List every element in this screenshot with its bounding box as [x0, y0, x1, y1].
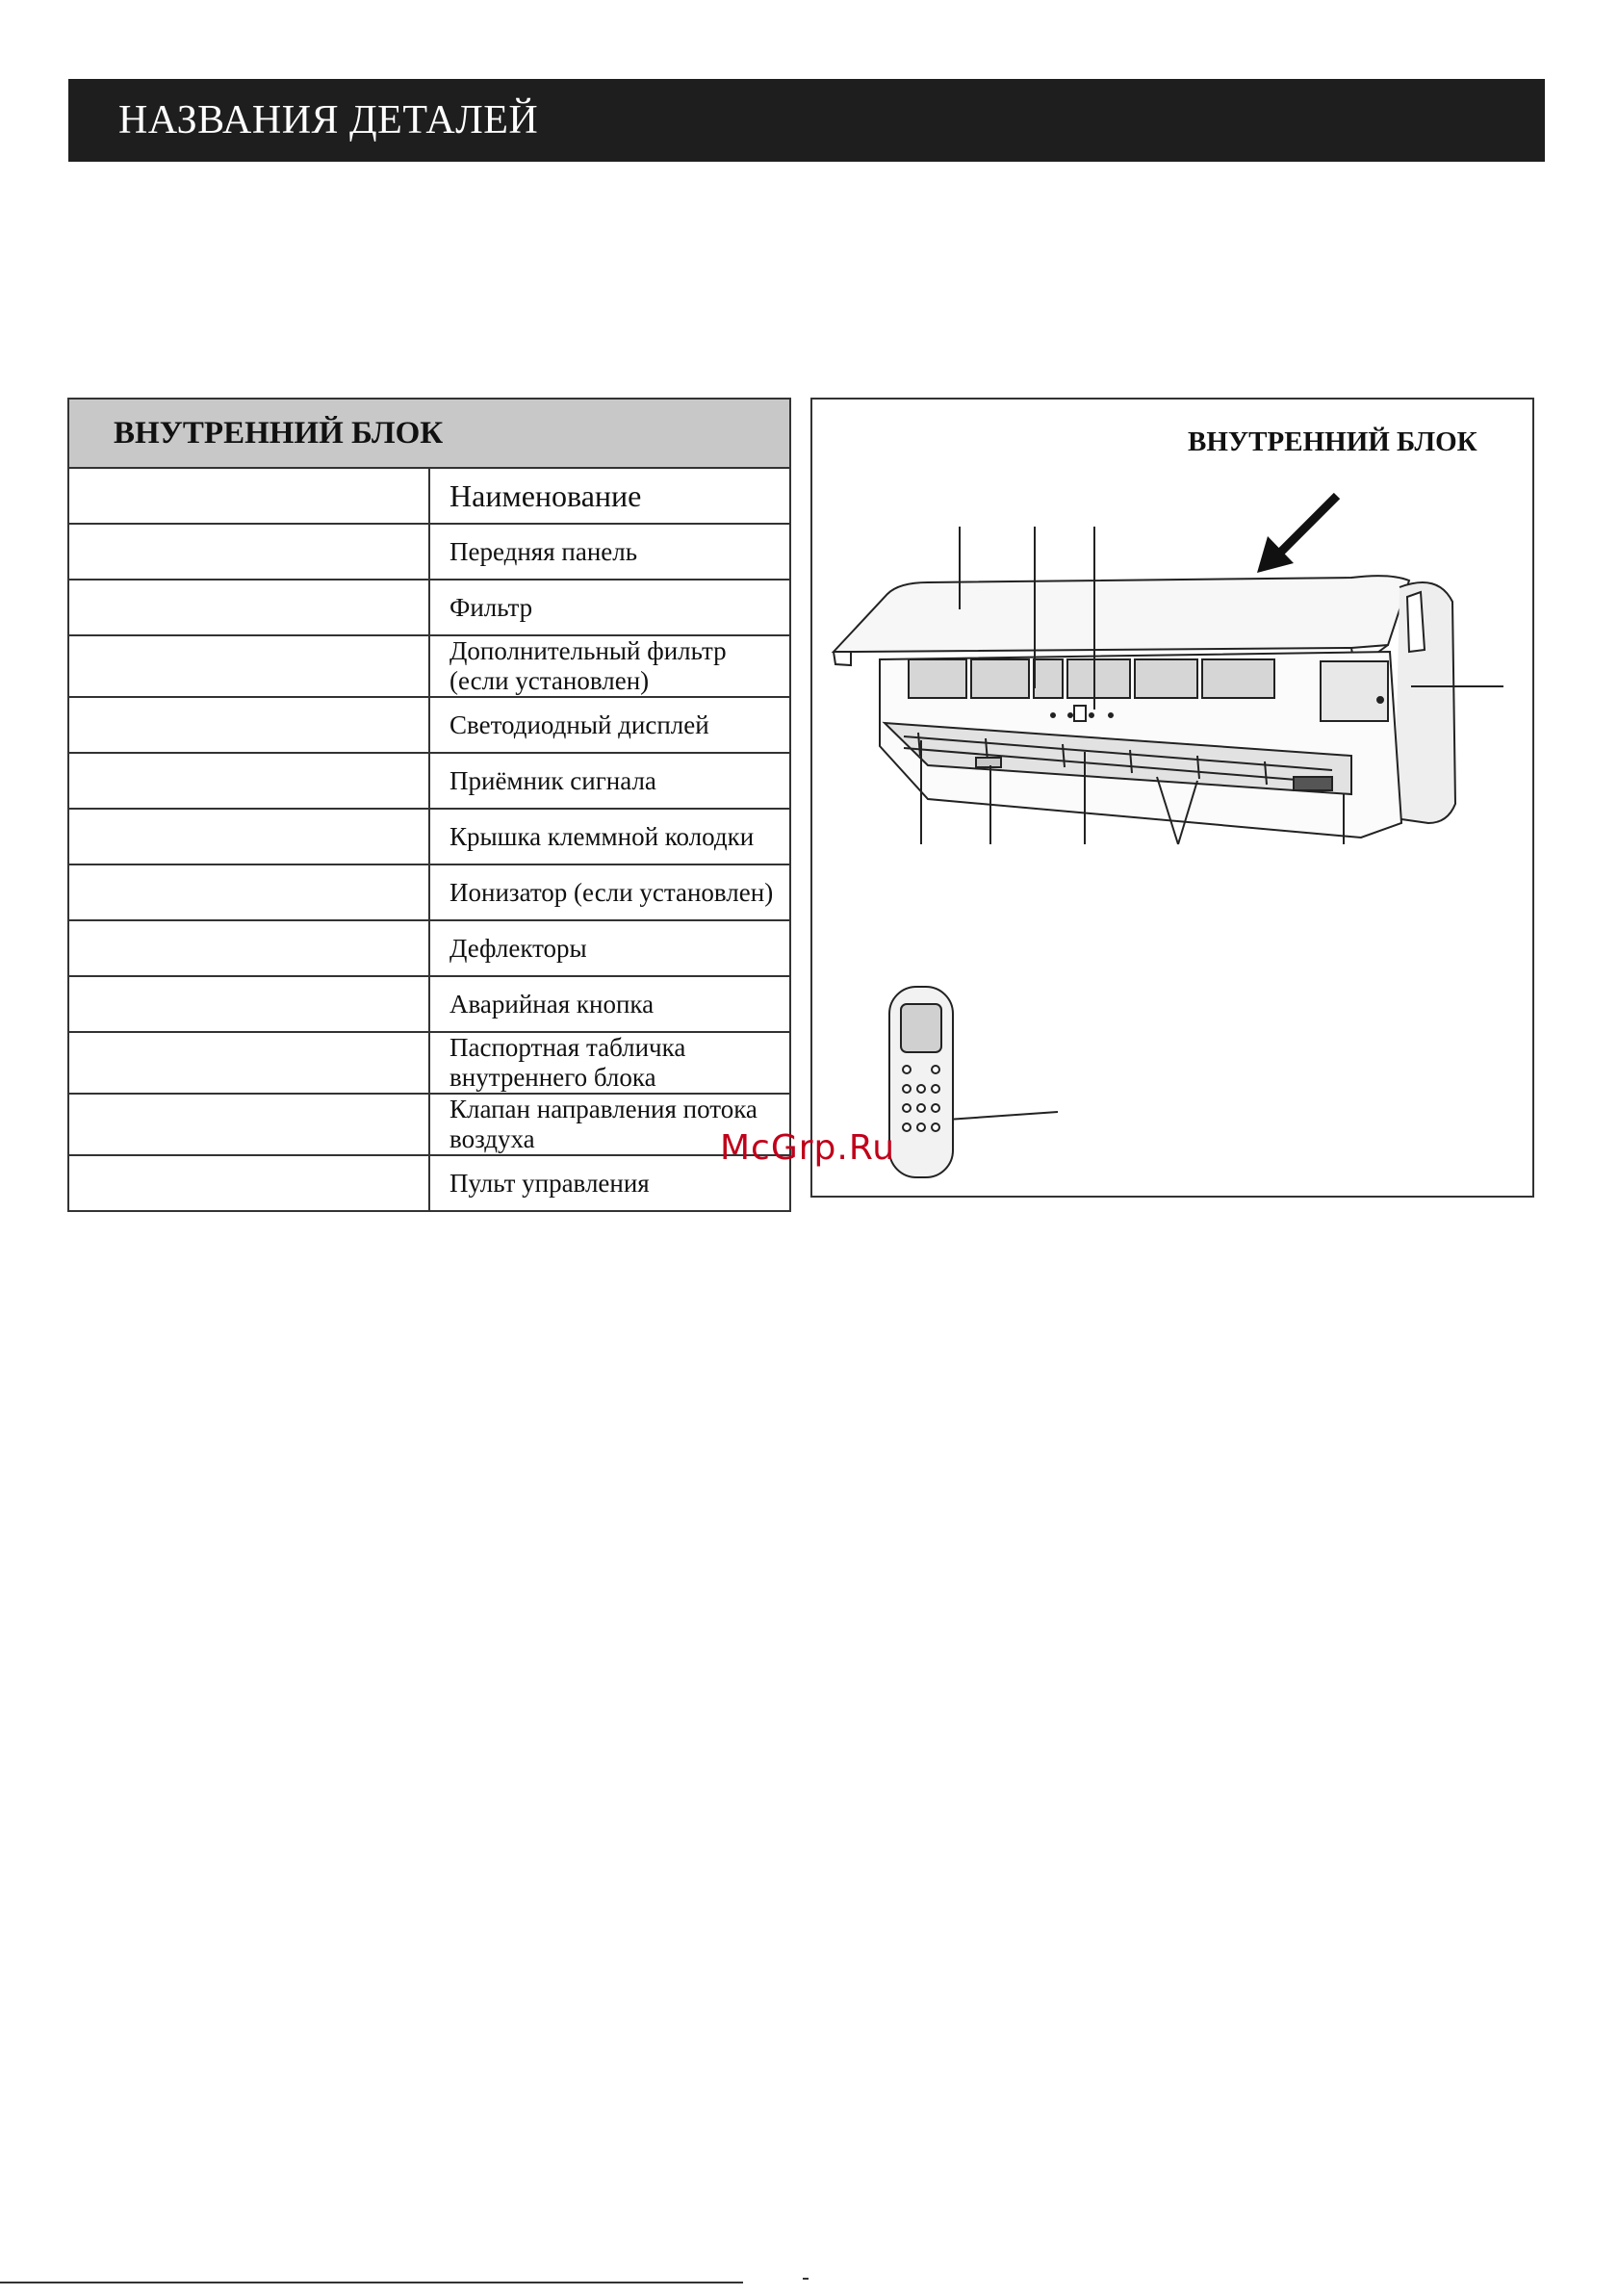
table-header-row [68, 468, 790, 524]
number-cell [68, 524, 429, 580]
number-cell [68, 1094, 429, 1155]
part-name: Приёмник сигнала [429, 753, 790, 809]
table-row [68, 1032, 790, 1094]
page-header [68, 79, 1545, 162]
number-cell [68, 976, 429, 1032]
table-row [68, 753, 790, 809]
part-name: Аварийная кнопка [429, 976, 790, 1032]
part-name: Светодиодный дисплей [429, 697, 790, 753]
number-cell [68, 697, 429, 753]
remote-control-illustration [889, 987, 953, 1177]
indoor-unit-illustration [834, 576, 1455, 838]
diagram-frame [810, 398, 1534, 1198]
table-row [68, 635, 790, 697]
table-row [68, 1155, 790, 1211]
number-cell [68, 864, 429, 920]
part-name: Клапан направления потока воздуха [429, 1094, 790, 1155]
part-name: Крышка клеммной колодки [429, 809, 790, 864]
part-name: Дефлекторы [429, 920, 790, 976]
parts-table [67, 398, 791, 1212]
part-name: Фильтр [429, 580, 790, 635]
footer-mark [803, 2278, 809, 2280]
table-row [68, 864, 790, 920]
table-title: ВНУТРЕННИЙ БЛОК [68, 399, 790, 468]
part-name: Дополнительный фильтр (если установлен) [429, 635, 790, 697]
number-cell [68, 753, 429, 809]
table-row [68, 976, 790, 1032]
watermark: McGrp.Ru [720, 1128, 896, 1168]
number-cell [68, 1155, 429, 1211]
number-cell [68, 580, 429, 635]
table-row [68, 524, 790, 580]
indoor-unit-diagram [812, 400, 1532, 1196]
part-name: Передняя панель [429, 524, 790, 580]
part-name: Ионизатор (если установлен) [429, 864, 790, 920]
part-name: Пульт управления [429, 1155, 790, 1211]
table-row [68, 809, 790, 864]
page-title: НАЗВАНИЯ ДЕТАЛЕЙ [118, 98, 539, 142]
number-cell [68, 468, 429, 524]
table-row [68, 1094, 790, 1155]
arrow-icon [1257, 496, 1337, 573]
diagram-title: ВНУТРЕННИЙ БЛОК [1188, 426, 1477, 457]
number-cell [68, 920, 429, 976]
column-header: Наименование [429, 468, 790, 524]
number-cell [68, 635, 429, 697]
number-cell [68, 809, 429, 864]
number-cell [68, 1032, 429, 1094]
part-name: Паспортная табличка внутреннего блока [429, 1032, 790, 1094]
table-row [68, 697, 790, 753]
table-row [68, 580, 790, 635]
table-row [68, 920, 790, 976]
footer-divider [0, 2282, 743, 2283]
